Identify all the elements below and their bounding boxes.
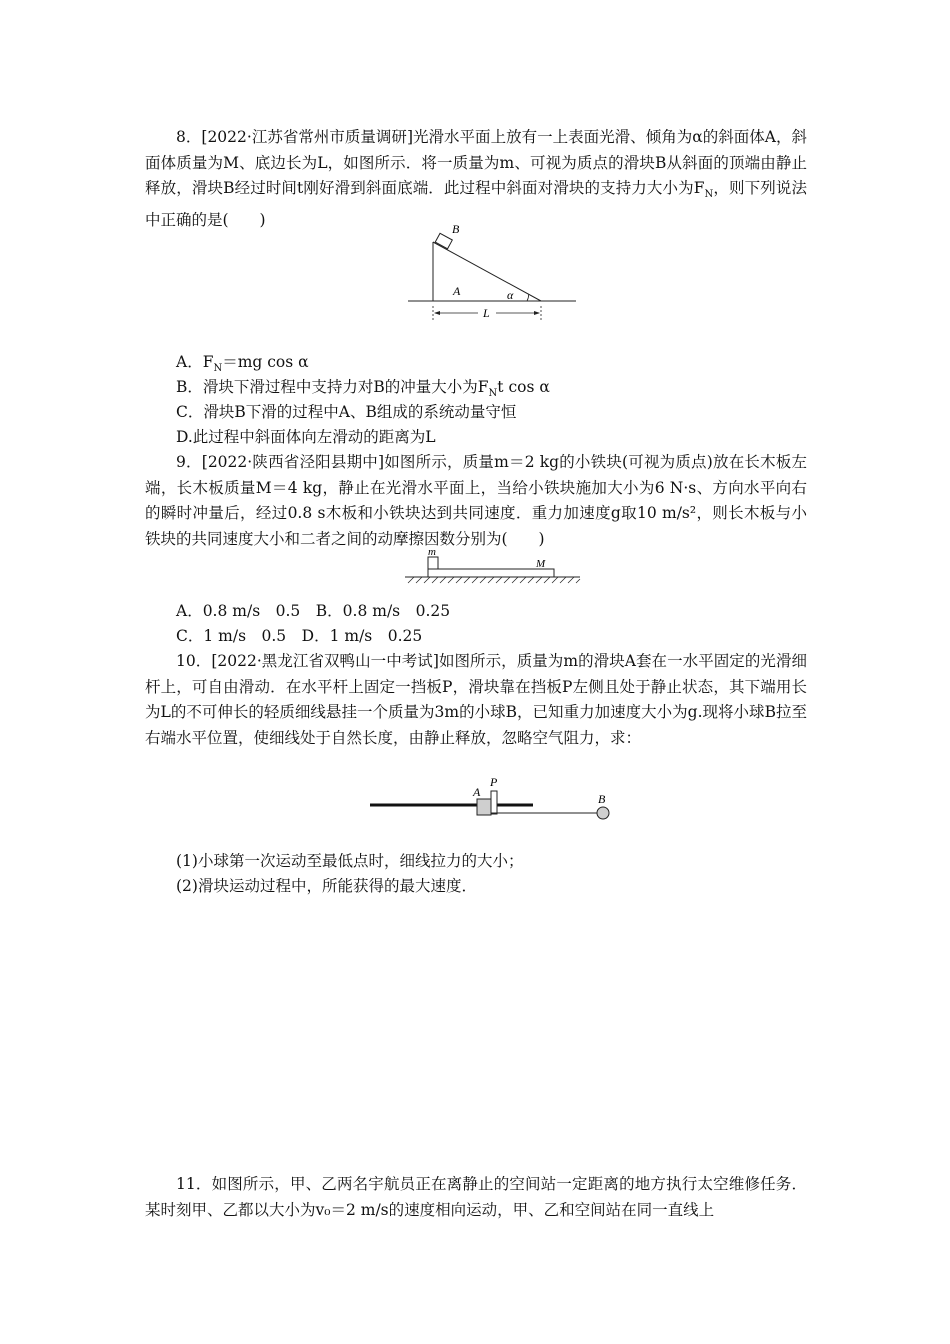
q10-label-a: A bbox=[473, 785, 481, 799]
q9-options-cd: C．1 m/s 0.5 D．1 m/s 0.25 bbox=[176, 627, 423, 645]
q9-board-figure bbox=[400, 543, 585, 585]
q9-stem: 9．[2022·陕西省泾阳县期中]如图所示，质量m＝2 kg的小铁块(可视为质点)放在长木板左端，长木板质量M＝4 kg，静止在光滑水平面上，当给小铁块施加大小为6 N·s、方向水平向右的瞬时冲量后，经过0.8 s木板和小铁块达到共同速度．重力加速度g取10 m/s²，则长木板与小铁块的共同速度大小和二者之间的动摩擦因数分别为( ) bbox=[145, 453, 807, 548]
q8-incline-figure bbox=[400, 222, 590, 327]
q9-options-ab: A．0.8 m/s 0.5 B．0.8 m/s 0.25 bbox=[176, 602, 451, 620]
q10-rod-figure bbox=[365, 772, 615, 824]
q10-sub1: (1)小球第一次运动至最低点时，细线拉力的大小； bbox=[176, 852, 524, 870]
q10-label-p: P bbox=[490, 775, 498, 789]
q9-label-m: m bbox=[428, 546, 436, 558]
q8-label-l: L bbox=[483, 306, 490, 320]
q8-label-alpha: α bbox=[507, 288, 514, 302]
q11-stem: 11．如图所示，甲、乙两名宇航员正在离静止的空间站一定距离的地方执行太空维修任务．某时刻甲、乙都以大小为v₀＝2 m/s的速度相向运动，甲、乙和空间站在同一直线上 bbox=[145, 1175, 807, 1219]
q8-option-b: B．滑块下滑过程中支持力对B的冲量大小为$F_Nt$ cos α bbox=[176, 378, 550, 400]
q8-label-b: B bbox=[452, 222, 460, 236]
q8-option-d: D.此过程中斜面体向左滑动的距离为L bbox=[176, 428, 436, 446]
q10-stem: 10．[2022·黑龙江省双鸭山一中考试]如图所示，质量为m的滑块A套在一水平固定的光滑细杆上，可自由滑动．在水平杆上固定一挡板P，滑块靠在挡板P左侧且处于静止状态，其下端用长为L的不可伸长的轻质细线悬挂一个质量为3m的小球B，已知重力加速度大小为g.现将小球B拉至右端水平位置，使细线处于自然长度，由静止释放，忽略空气阻力，求： bbox=[145, 652, 807, 747]
q8-stem: 8．[2022·江苏省常州市质量调研]光滑水平面上放有一上表面光滑、倾角为α的斜面体A，斜面体质量为M、底边长为L，如图所示．将一质量为m、可视为质点的滑块B从斜面的顶端由静止释放，滑块B经过时间t刚好滑到斜面底端．此过程中斜面对滑块的支持力大小为$F_N$，则下列说法中正确的是( ) bbox=[145, 128, 807, 229]
q10-label-b: B bbox=[598, 792, 606, 806]
q9-label-big-m: M bbox=[536, 558, 546, 570]
q8-option-c: C．滑块B下滑的过程中A、B组成的系统动量守恒 bbox=[176, 403, 517, 421]
q8-label-a: A bbox=[453, 284, 461, 298]
q8-option-a: A．$F_N=mg$ cos α bbox=[176, 353, 309, 375]
q10-sub2: (2)滑块运动过程中，所能获得的最大速度． bbox=[176, 877, 477, 895]
